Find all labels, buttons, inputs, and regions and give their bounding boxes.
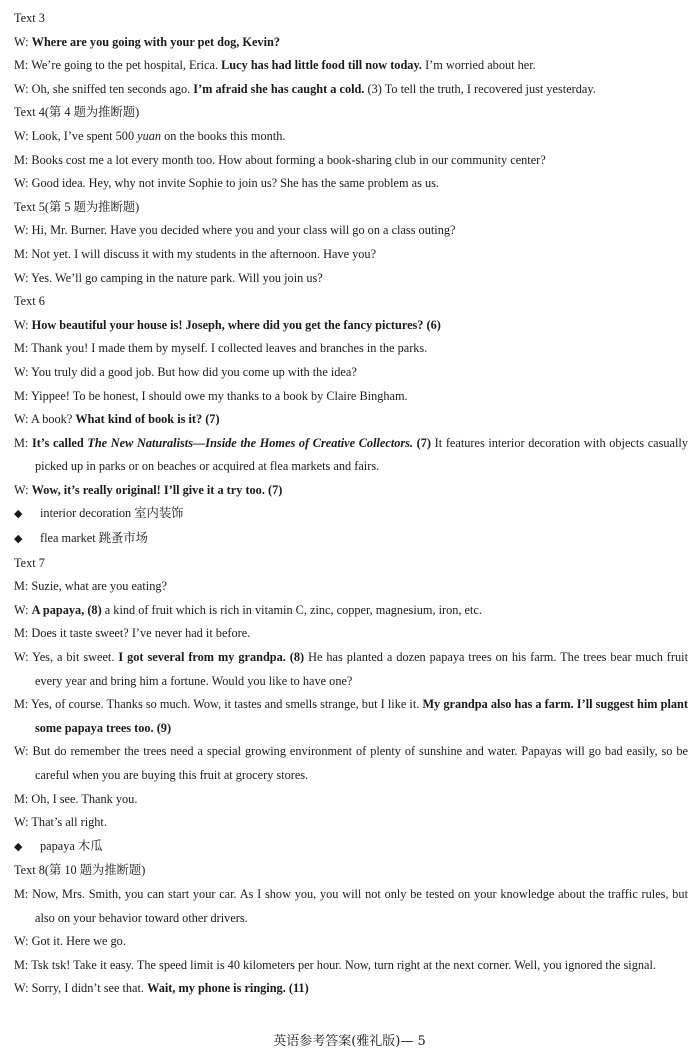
text-run: M: Thank you! I made them by myself. I collected leaves and branches in the parks. — [14, 341, 428, 356]
text-run: M: Now, Mrs. Smith, you can start your car. As I show you, you will not only be tested on your knowledge about the traffic rules, but also on your behavior toward other drivers. — [14, 886, 688, 925]
dialogue-line — [14, 811, 688, 835]
text-run: W: Yes. We’ll go camping in the nature park. Will you join us? — [14, 270, 323, 285]
dialogue-line — [14, 977, 688, 1001]
diamond-bullet-icon: ◆ — [14, 533, 23, 546]
text-run: (7) — [264, 482, 283, 497]
page-footer: 英语参考答案(雅礼版)— 5 — [273, 1034, 426, 1049]
text-run: W: Sorry, I didn’t see that. — [14, 981, 148, 996]
dialogue-line — [14, 78, 688, 102]
section-heading — [14, 290, 688, 314]
section-heading — [14, 859, 688, 883]
dialogue-line — [14, 599, 688, 623]
text-run: W: A book? — [14, 412, 76, 427]
text-run: (8) — [84, 602, 102, 617]
text-run: M: Not yet. I will discuss it with my students in the afternoon. Have you? — [14, 246, 377, 261]
text-run: M: Yes, of course. Thanks so much. Wow, it tastes and smells strange, but I like it. — [14, 697, 423, 712]
text-run: W: — [14, 317, 32, 332]
text-run: W: Look, I’ve spent 500 — [14, 128, 138, 143]
text-run: He has planted a dozen papaya trees on his farm. The trees bear much fruit every year and bring him a fortune. Would you like to have one? — [35, 650, 688, 688]
text-run: What kind of book is it? — [75, 412, 203, 427]
text-run: Text 4(第 4 题为推断题) — [14, 105, 140, 120]
text-run: flea market 跳蚤市场 — [40, 531, 148, 546]
text-run: Lucy has had little food till now today. — [221, 58, 422, 73]
text-run: (7) — [413, 435, 432, 450]
vocabulary-note — [14, 527, 688, 552]
text-run: I’m afraid she has caught a cold. — [193, 81, 365, 96]
text-run: W: Oh, she sniffed ten seconds ago. — [14, 81, 194, 96]
text-run: Wait, my phone is ringing. — [147, 981, 286, 996]
dialogue-line — [14, 337, 688, 361]
dialogue-line — [14, 219, 688, 243]
dialogue-line — [14, 267, 688, 291]
text-run: W: But do remember the trees need a special growing environment of plenty of sunshine and water. Papayas will go bad easily, so be careful when you are buying this fruit at grocery stores. — [14, 744, 688, 782]
text-run: M: — [14, 435, 32, 450]
text-run: interior decoration 室内装饰 — [40, 506, 184, 521]
diamond-bullet-icon: ◆ — [14, 508, 23, 521]
text-run: (11) — [285, 981, 309, 996]
text-run: The New Naturalists—Inside the Homes of Creative Collectors. — [87, 435, 414, 450]
diamond-bullet-icon: ◆ — [14, 840, 23, 853]
dialogue-line — [14, 883, 688, 930]
vocabulary-note — [14, 835, 688, 860]
vocabulary-note — [14, 502, 688, 527]
text-run: W: Hi, Mr. Burner. Have you decided where you and your class will go on a class outing? — [14, 223, 456, 238]
text-run: M: Does it taste sweet? I’ve never had it before. — [14, 626, 251, 641]
section-heading — [14, 196, 688, 220]
text-run: It’s called — [32, 435, 88, 450]
text-run: (3) To tell the truth, I recovered just yesterday. — [364, 81, 596, 96]
text-run: Text 3 — [14, 11, 45, 25]
text-run: on the books this month. — [161, 128, 286, 143]
text-run: (6) — [423, 317, 441, 332]
text-run: W: — [14, 602, 32, 617]
dialogue-line — [14, 149, 688, 173]
dialogue-line — [14, 622, 688, 646]
dialogue-line — [14, 954, 688, 978]
text-run: papaya 木瓜 — [40, 838, 103, 853]
text-run: M: Books cost me a lot every month too. How about forming a book-sharing club in our community center? — [14, 152, 546, 167]
text-run: W: Got it. Here we go. — [14, 934, 126, 949]
answer-key-transcript — [14, 7, 688, 1001]
text-run: W: — [14, 34, 32, 49]
dialogue-line — [14, 408, 688, 432]
text-run: W: That’s all right. — [14, 815, 107, 830]
dialogue-line — [14, 54, 688, 78]
text-run: Text 8(第 10 题为推断题) — [14, 863, 146, 878]
dialogue-line — [14, 243, 688, 267]
dialogue-line — [14, 646, 688, 693]
text-run: M: Oh, I see. Thank you. — [14, 791, 138, 806]
text-run: Text 7 — [14, 555, 45, 570]
text-run: How beautiful your house is! Joseph, where did you get the fancy pictures? — [31, 317, 424, 332]
dialogue-line — [14, 432, 688, 479]
dialogue-line — [14, 693, 688, 740]
dialogue-line — [14, 172, 688, 196]
dialogue-line — [14, 125, 688, 149]
dialogue-line — [14, 361, 688, 385]
text-run: M: Yippee! To be honest, I should owe my thanks to a book by Claire Bingham. — [14, 388, 408, 403]
section-heading — [14, 552, 688, 576]
text-run: (9) — [153, 720, 172, 735]
text-run: M: Suzie, what are you eating? — [14, 579, 167, 594]
text-run: Text 6 — [14, 294, 45, 309]
text-run: a kind of fruit which is rich in vitamin C, zinc, copper, magnesium, iron, etc. — [101, 602, 482, 617]
dialogue-line — [14, 740, 688, 787]
dialogue-line — [14, 314, 688, 338]
dialogue-line — [14, 788, 688, 812]
text-run: yuan — [137, 128, 162, 143]
text-run: M: We’re going to the pet hospital, Erica. — [14, 58, 222, 73]
text-run: W: Yes, a bit sweet. — [14, 650, 119, 665]
dialogue-line — [14, 385, 688, 409]
text-run: M: Tsk tsk! Take it easy. The speed limit is 40 kilometers per hour. Now, turn right at the next corner. Well, you ignored the signal. — [14, 957, 656, 972]
text-run: Wow, it’s really original! I’ll give it a try too. — [31, 482, 265, 497]
text-run: Text 5(第 5 题为推断题) — [14, 199, 140, 214]
text-run: W: Good idea. Hey, why not invite Sophie to join us? She has the same problem as us. — [14, 176, 439, 191]
dialogue-line — [14, 479, 688, 503]
text-run: A papaya, — [31, 602, 85, 617]
section-heading — [14, 7, 688, 31]
dialogue-line — [14, 31, 688, 55]
text-run: (7) — [202, 412, 220, 427]
section-heading — [14, 101, 688, 125]
text-run: I got several from my grandpa. — [118, 650, 286, 665]
text-run: W: — [14, 482, 32, 497]
dialogue-line — [14, 930, 688, 954]
text-run: It features interior decoration with objects casually picked up in parks or on beaches or acquired at flea markets and fairs. — [35, 435, 688, 474]
text-run: Where are you going with your pet dog, Kevin? — [31, 34, 280, 49]
text-run: I’m worried about her. — [422, 58, 536, 73]
dialogue-line — [14, 575, 688, 599]
text-run: (8) — [285, 650, 305, 665]
text-run: My grandpa also has a farm. I’ll suggest him plant some papaya trees too. — [35, 697, 688, 735]
text-run: W: You truly did a good job. But how did you come up with the idea? — [14, 364, 357, 379]
